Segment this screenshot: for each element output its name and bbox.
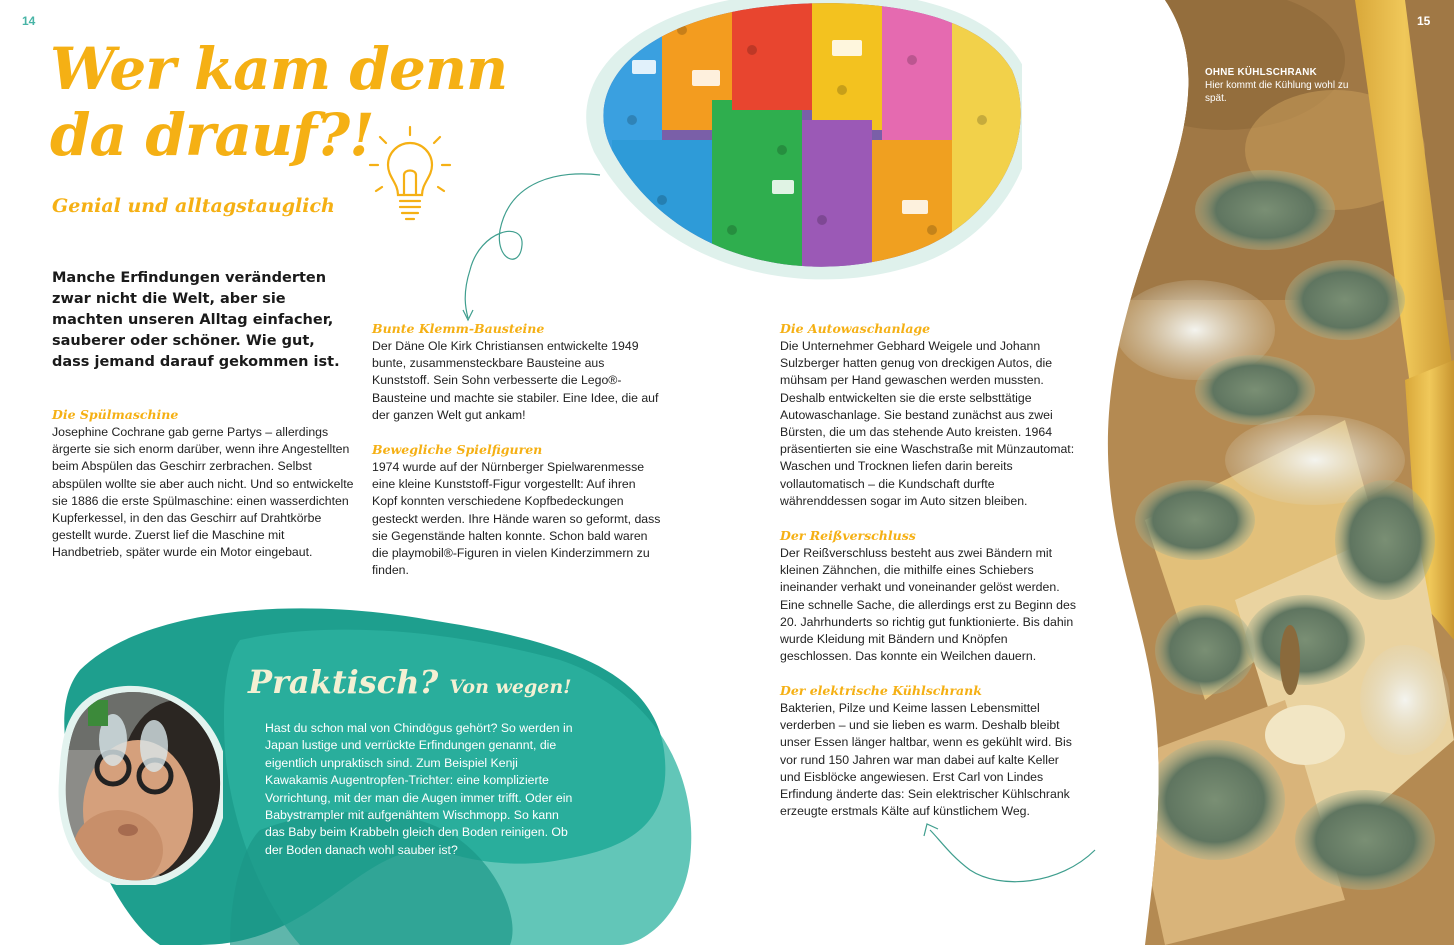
lightbulb-icon: [368, 125, 452, 230]
section-heading: Bunte Klemm-Bausteine: [372, 321, 545, 336]
section-spuelmaschine: [52, 406, 354, 562]
section-text: Der Reißverschluss besteht aus zwei Bändern mit kleinen Zähnchen, die mithilfe eines Schiebers ineinander verhakt und voneinander gelöst werden. Eine schnelle Sache, die allerdings erst zu Beginn des 20. Jahrhunderts so richtig gut funktionierte. Bis dahin wurde Kleidung mit Bändern und Knöpfen geschlossen. Das konnte ein Weilchen dauern.: [780, 546, 1076, 664]
section-heading: Bewegliche Spielfiguren: [372, 442, 543, 457]
section-text: Die Unternehmer Gebhard Weigele und Johann Sulzberger hatten genug von dreckigen Autos, die mühsam per Hand gewaschen werden mussten. Deshalb entwickelten sie die erste selbsttätige Autowaschanlage. Sie bestand zunächst aus zwei Bürsten, die um das stehende Auto kreisten. 1964 präsentierten sie eine Waschstraße mit Münzautomat: Waschen und Trocknen liefen darin bereits vollautomatisch – die Kundschaft durfte währenddessen sogar im Auto sitzen bleiben.: [780, 339, 1075, 508]
arrow-lego: [450, 160, 610, 325]
page-subtitle: Genial und alltagstauglich: [52, 195, 335, 217]
section-text: Bakterien, Pilze und Keime lassen Lebensmittel verderben – und sie lieben es warm. Deshalb bleibt unser Essen länger haltbar, wenn es gekühlt wird. Bis vor rund 150 Jahren war man dabei auf kalte Keller und Eisblöcke angewiesen. Erst Carl von Lindes Erfindung änderte das: Sein elektrischer Kühlschrank erzeugte erstmals Kälte auf künstlichem Weg.: [780, 701, 1072, 819]
praktisch-title-main: Praktisch?: [248, 663, 439, 701]
section-heading: Die Spülmaschine: [52, 407, 179, 422]
page-number-left: 14: [22, 14, 36, 28]
chindogu-portrait: [58, 680, 223, 885]
section-spielfiguren: [372, 441, 662, 579]
praktisch-title: [248, 660, 572, 709]
section-text: Der Däne Ole Kirk Christiansen entwickelte 1949 bunte, zusammensteckbare Bausteine aus Kunststoff. Sein Sohn verbesserte die Lego®-Bausteine und machte sie stabiler. Eine Idee, die auf der ganzen Welt gut ankam!: [372, 339, 659, 422]
caption-text: Hier kommt die Kühlung wohl zu spät.: [1205, 80, 1349, 104]
photo-caption: [1205, 66, 1355, 105]
section-text: 1974 wurde auf der Nürnberger Spielwarenmesse eine kleine Kunststoff-Figur vorgestellt: Auf ihren Kopf konnten verschiedene Kopfbedeckungen gesteckt werden. Ihre Hände waren so geformt, dass sie Gegenstände halten konnte. Schon bald waren die playmobil®-Figuren in vielen Kinderzimmern zu finden.: [372, 460, 661, 578]
lego-bricks-photo: [572, 0, 1022, 280]
mouldy-pasta-photo: [1085, 0, 1454, 945]
section-heading: Der elektrische Kühlschrank: [780, 683, 982, 698]
caption-title: OHNE KÜHLSCHRANK: [1205, 67, 1318, 78]
intro-text: Manche Erfindungen veränderten zwar nicht die Welt, aber sie machten unseren Alltag einfacher, sauberer oder schöner. Wie gut, dass jemand darauf gekommen ist.: [52, 270, 340, 370]
section-heading: Der Reißverschluss: [780, 528, 916, 543]
section-heading: Die Autowaschanlage: [780, 321, 931, 336]
page-title: Wer kam denn da drauf?!: [50, 35, 508, 169]
section-reissverschluss: [780, 527, 1082, 665]
arrow-fridge: [910, 800, 1100, 895]
page-number-right: 15: [1417, 14, 1431, 28]
section-bausteine: [372, 320, 662, 424]
section-autowaschanlage: [780, 320, 1082, 510]
praktisch-text: Hast du schon mal von Chindōgus gehört? So werden in Japan lustige und verrückte Erfindungen genannt, die eigentlich unpraktisch sind. Zum Beispiel Kenji Kawakamis Augentropfen-Trichter: eine komplizierte Vorrichtung, mit der man die Augen immer trifft. Oder ein Babystrampler mit aufgenähtem Wischmopp. So kann das Baby beim Krabbeln gleich den Boden reinigen. Ob der Boden danach wohl sauber ist?: [265, 721, 573, 857]
praktisch-title-suffix: Von wegen!: [449, 676, 572, 698]
section-text: Josephine Cochrane gab gerne Partys – allerdings ärgerte sie sich enorm darüber, wenn ihre Angestellten beim Abspülen das Geschirr zerbrachen. Selbst abspülen wollte sie aber auch nicht. Und so entwickelte sie 1886 die erste Spülmaschine: einen wasserdichten Kupferkessel, in den das Geschirr auf Drahtkörbe gestellt wurde. Zuerst lief die Maschine mit Handbetrieb, später wurde ein Motor eingebaut.: [52, 425, 354, 560]
